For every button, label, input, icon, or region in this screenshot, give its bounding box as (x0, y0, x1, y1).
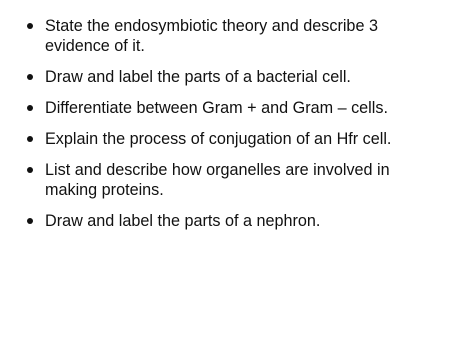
list-item (27, 67, 442, 87)
bullet-text: Draw and label the parts of a nephron. (45, 212, 321, 230)
list-item (27, 211, 442, 231)
list-item (27, 16, 442, 56)
bullet-list (27, 16, 442, 242)
list-item (27, 98, 442, 118)
bullet-dot-icon (27, 167, 33, 173)
bullet-dot-icon (27, 23, 33, 29)
bullet-dot-icon (27, 136, 33, 142)
bullet-text: State the endosymbiotic theory and describe 3 evidence of it. (45, 17, 378, 55)
bullet-text: List and describe how organelles are involved in making proteins. (45, 161, 390, 199)
bullet-dot-icon (27, 218, 33, 224)
list-item (27, 160, 442, 200)
bullet-text: Differentiate between Gram + and Gram – cells. (45, 99, 388, 117)
bullet-dot-icon (27, 105, 33, 111)
bullet-dot-icon (27, 74, 33, 80)
bullet-text: Explain the process of conjugation of an Hfr cell. (45, 130, 392, 148)
list-item (27, 129, 442, 149)
bullet-text: Draw and label the parts of a bacterial cell. (45, 68, 351, 86)
